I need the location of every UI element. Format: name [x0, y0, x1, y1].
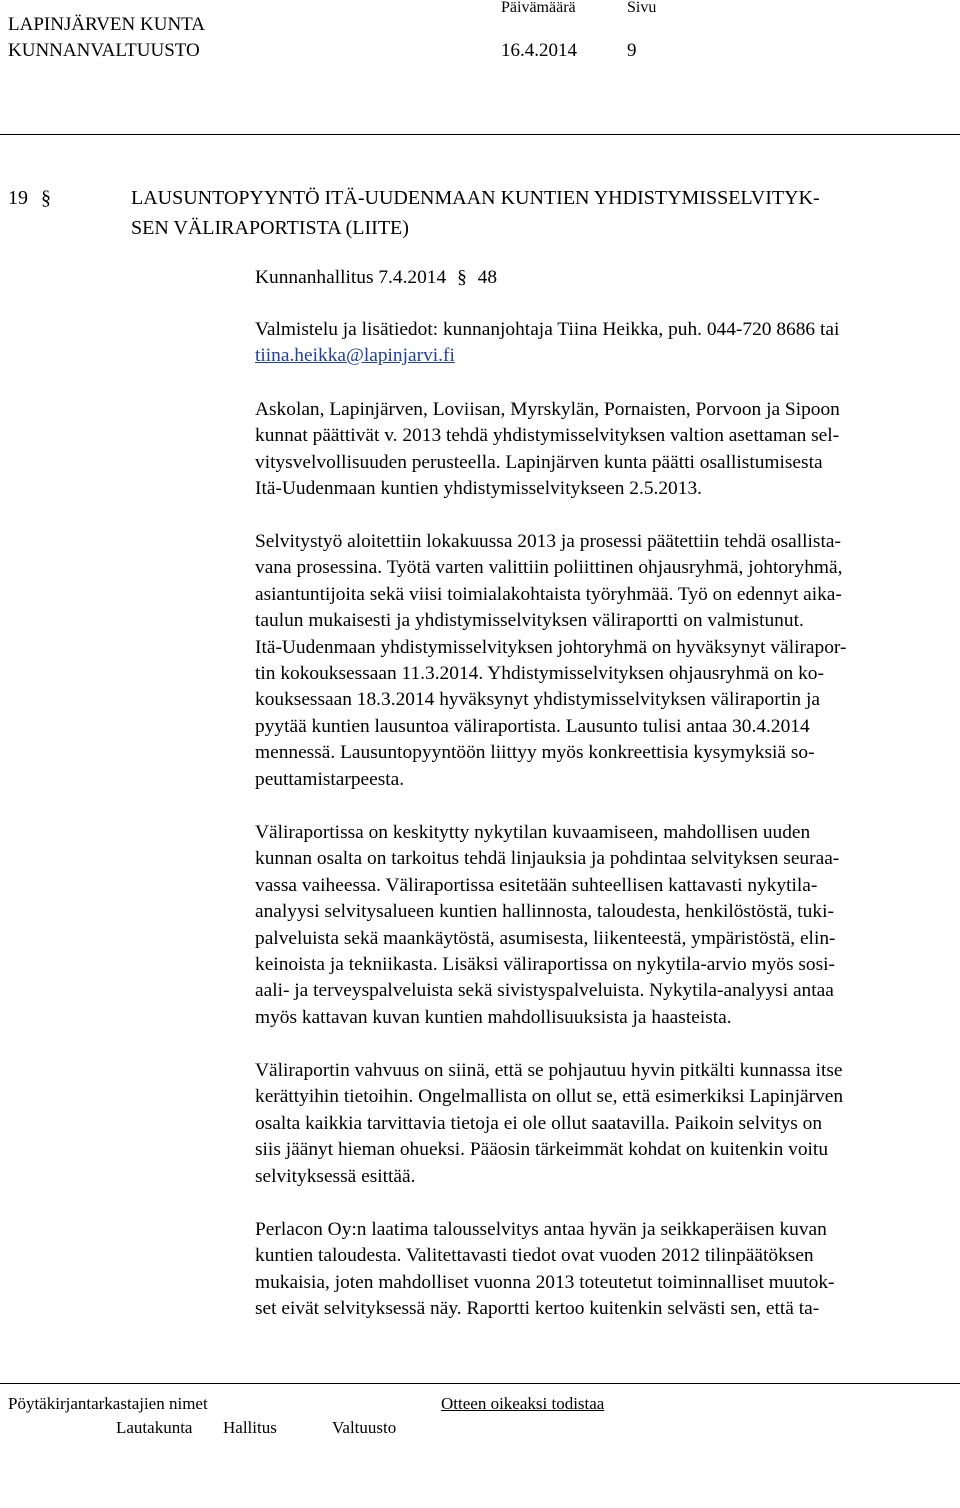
- contact-block: [255, 317, 839, 370]
- text-line: tin kokouksessaan 11.3.2014. Yhdistymisselvityksen ohjausryhmä on ko-: [255, 663, 824, 685]
- text-line: keinoista ja tekniikasta. Lisäksi väliraportissa on nykytila-arvio myös sosi-: [255, 954, 835, 976]
- text-line: Selvitystyö aloitettiin lokakuussa 2013 ja prosessi päätettiin tehdä osallista-: [255, 531, 841, 552]
- section-title: [131, 183, 820, 243]
- paragraph: [255, 397, 840, 503]
- text-line: taulun mukaisesti ja yhdistymisselvityksen väliraportti on valmistunut.: [255, 610, 804, 632]
- paragraph: [255, 820, 839, 1031]
- text-line: kunnan osalta on tarkoitus tehdä linjauksia ja pohdintaa selvityksen seuraa-: [255, 848, 840, 870]
- section-number-value: 19: [8, 187, 28, 209]
- reference-text: Kunnanhallitus 7.4.2014: [255, 267, 447, 288]
- text-line: selvityksessä esittää.: [255, 1165, 416, 1187]
- text-line: osalta kaikkia tarvittavia tietoja ei ole ollut saatavilla. Paikoin selvitys on: [255, 1112, 823, 1134]
- reference-symbol: §: [457, 267, 467, 288]
- text-line: Väliraportissa on keskitytty nykytilan kuvaamiseen, mahdollisen uuden: [255, 822, 811, 843]
- text-line: kunnat päättivät v. 2013 tehdä yhdistymisselvityksen valtion asettaman sel-: [255, 425, 840, 447]
- text-line: Perlacon Oy:n laatima talousselvitys antaa hyvän ja seikkaperäisen kuvan: [255, 1219, 827, 1240]
- reviewers-label: Pöytäkirjantarkastajien nimet: [8, 1394, 208, 1413]
- footer-board: Lautakunta: [116, 1418, 193, 1437]
- page-label: Sivu: [627, 0, 657, 16]
- footer-government: Hallitus: [223, 1418, 277, 1437]
- text-line: Askolan, Lapinjärven, Loviisan, Myrskylän, Pornaisten, Porvoon ja Sipoon: [255, 399, 840, 420]
- text-line: Itä-Uudenmaan yhdistymisselvityksen johtoryhmä on hyväksynyt välirapor-: [255, 636, 847, 658]
- paragraph: [255, 1058, 843, 1190]
- paragraph: [255, 529, 846, 793]
- text-line: peuttamistarpeesta.: [255, 768, 405, 790]
- text-line: siis jäänyt hieman ohueksi. Pääosin tärkeimmät kohdat on kuitenkin voitu: [255, 1139, 829, 1161]
- meeting-reference: [255, 265, 497, 291]
- section-number: [8, 183, 51, 213]
- text-line: kuntien taloudesta. Valitettavasti tiedot ovat vuoden 2012 tilinpäätöksen: [255, 1245, 814, 1267]
- footer-divider: [0, 1383, 960, 1384]
- header-divider: [0, 134, 960, 135]
- text-line: mukaisia, joten mahdolliset vuonna 2013 toteutetut toiminnalliset muutok-: [255, 1271, 835, 1293]
- contact-line: Valmistelu ja lisätiedot: kunnanjohtaja Tiina Heikka, puh. 044-720 8686 tai: [255, 319, 840, 340]
- document-date: 16.4.2014: [501, 40, 577, 61]
- reference-number: 48: [477, 267, 498, 288]
- text-line: pyytää kuntien lausuntoa väliraportista. Lausunto tulisi antaa 30.4.2014: [255, 715, 810, 737]
- text-line: aali- ja terveyspalveluista sekä sivistyspalveluista. Nykytila-analyysi antaa: [255, 980, 834, 1002]
- text-line: asiantuntijoita sekä viisi toimialakohtaista työryhmää. Työ on edennyt aika-: [255, 583, 842, 605]
- organization-name: LAPINJÄRVEN KUNTA: [8, 14, 205, 35]
- text-line: vana prosessina. Työtä varten valittiin poliittinen ohjausryhmä, johtoryhmä,: [255, 557, 843, 579]
- text-line: palveluista sekä maankäytöstä, asumisesta, liikenteestä, ympäristöstä, elin-: [255, 927, 836, 949]
- paragraph: [255, 1217, 835, 1323]
- footer-council: Valtuusto: [332, 1418, 397, 1437]
- section-symbol: §: [41, 187, 51, 209]
- council-name: KUNNANVALTUUSTO: [8, 40, 200, 61]
- text-line: set eivät selvityksessä näy. Raportti kertoo kuitenkin selvästi sen, että ta-: [255, 1298, 820, 1320]
- email-link[interactable]: tiina.heikka@lapinjarvi.fi: [255, 345, 455, 367]
- date-label: Päivämäärä: [501, 0, 576, 16]
- text-line: Väliraportin vahvuus on siinä, että se pohjautuu hyvin pitkälti kunnassa itse: [255, 1060, 843, 1081]
- section-title-line: SEN VÄLIRAPORTISTA (LIITE): [131, 217, 409, 239]
- page-number: 9: [627, 40, 637, 61]
- text-line: vassa vaiheessa. Väliraportissa esitetään suhteellisen kattavasti nykytila-: [255, 874, 818, 896]
- text-line: analyysi selvitysalueen kuntien hallinnosta, taloudesta, henkilöstöstä, tuki-: [255, 901, 834, 923]
- text-line: kouksessaan 18.3.2014 hyväksynyt yhdistymisselvityksen väliraportin ja: [255, 689, 820, 711]
- text-line: myös kattavan kuvan kuntien mahdollisuuksista ja haasteista.: [255, 1006, 732, 1028]
- text-line: kerättyihin tietoihin. Ongelmallista on ollut se, että esimerkiksi Lapinjärven: [255, 1086, 844, 1108]
- text-line: Itä-Uudenmaan kuntien yhdistymisselvitykseen 2.5.2013.: [255, 478, 702, 500]
- section-title-line: LAUSUNTOPYYNTÖ ITÄ-UUDENMAAN KUNTIEN YHDISTYMISSELVITYK-: [131, 187, 820, 209]
- certification-label: Otteen oikeaksi todistaa: [441, 1394, 605, 1413]
- text-line: mennessä. Lausuntopyyntöön liittyy myös konkreettisia kysymyksiä so-: [255, 742, 815, 764]
- text-line: vitysvelvollisuuden perusteella. Lapinjärven kunta päätti osallistumisesta: [255, 451, 823, 473]
